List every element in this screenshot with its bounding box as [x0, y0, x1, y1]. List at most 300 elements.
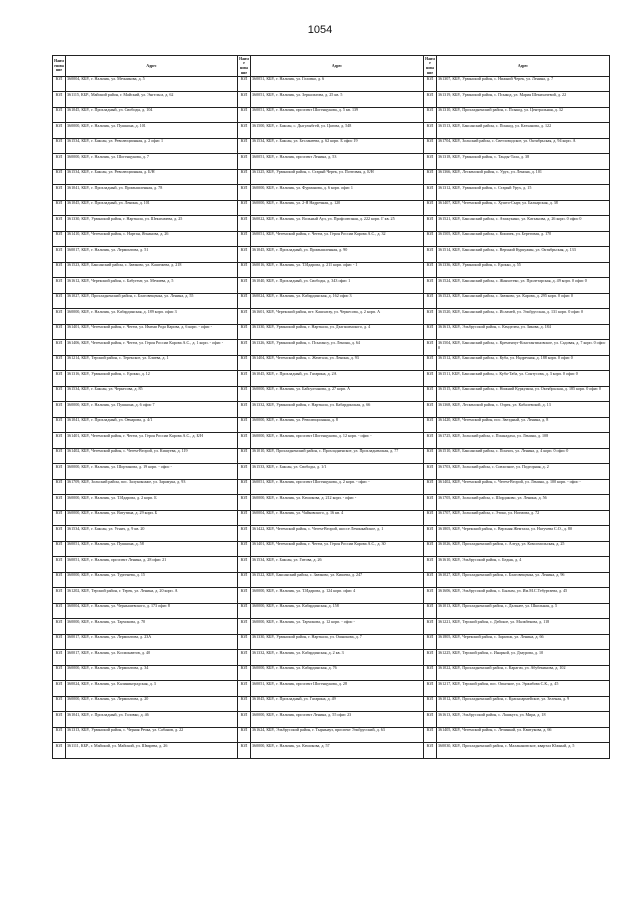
entity-kind-cell: ЮЛ [53, 309, 66, 325]
entity-kind-cell: ЮЛ [53, 681, 66, 697]
table-row [53, 309, 610, 325]
entity-kind-cell: ЮЛ [53, 665, 66, 681]
address-cell: 360000, КБР., г. Нальчик, ул. Лермонтова, д. 34 [66, 665, 238, 681]
entity-kind-cell: ЮЛ [53, 200, 66, 216]
address-cell: 360000, КБР., г. Нальчик, проспект Шогенцукова, д. 12 корп. - офис - [251, 433, 424, 449]
table-row [53, 510, 610, 526]
address-cell: 360000, КБР., г. Нальчик, ул. Тарчокова, д. 70 [66, 619, 238, 635]
entity-kind-cell: ЮЛ [238, 650, 251, 666]
address-cell: 360016, КБР., г. Нальчик, ул. Т.Идарова, д. 211 корп. офис - 1 [251, 262, 424, 278]
table-row [53, 216, 610, 232]
address-cell: 361041, КБР., г. Прохладный, ул. Промышленная, д. 78 [66, 185, 238, 201]
address-cell: 361330, КБР., Урванский район, г. Нарткала, ул. Дзагашенского, д. 4 [251, 324, 424, 340]
table-row [53, 76, 610, 92]
address-cell: 361704, КБР., Зольский район, с. Светловодское, ул. Октябрьская, д. 94 корп. А [437, 138, 610, 154]
address-cell: 361624, КБР., Эльбрусский район, г. Тырныауз, проспект Эльбрусский, д. 63 [251, 727, 424, 743]
address-cell: 360051, КБР., Чегемский район, г. Чегем, ул. Героя России Карова А.С., д. 32 [251, 231, 424, 247]
entity-kind-cell: ЮЛ [424, 278, 437, 294]
table-row [53, 557, 610, 573]
entity-kind-cell: ЮЛ [238, 433, 251, 449]
entity-kind-cell: ЮЛ [238, 541, 251, 557]
table-row [53, 572, 610, 588]
entity-kind-cell: ЮЛ [424, 479, 437, 495]
address-cell: 360017, КБР., г. Нальчик, ул. Космонавтов, д. 40 [66, 650, 238, 666]
entity-kind-cell: ЮЛ [53, 650, 66, 666]
header-kind-3: Наиме нова ние [425, 56, 435, 75]
address-cell: 361310, КБР., Прохладненский район, с. Псыкод, ул. Центральная, д. 32 [437, 107, 610, 123]
address-cell: 361041, КБР., г. Прохладный, ул. Головко, д. 46 [66, 712, 238, 728]
entity-kind-cell: ЮЛ [424, 417, 437, 433]
table-row [53, 433, 610, 449]
entity-kind-cell: ЮЛ [238, 448, 251, 464]
table-row [53, 154, 610, 170]
address-cell: 360000, КБР., г. Нальчик, ул. Революционная, д. 8 [251, 417, 424, 433]
entity-kind-cell: ЮЛ [53, 107, 66, 123]
table-row [53, 634, 610, 650]
address-cell: 361318, КБР., Урванский район, с. Танды-Тала, д. 38 [437, 154, 610, 170]
address-cell: 361041, КБР., г. Прохладный, ул. Овчарова, д. 4/1 [66, 417, 238, 433]
entity-kind-cell: ЮЛ [238, 665, 251, 681]
entity-kind-cell: ЮЛ [424, 572, 437, 588]
address-cell: 361523, КБР., Баксанский район, с. Заюково, ул. Кашежева, д. 218 [66, 262, 238, 278]
entity-kind-cell: ЮЛ [424, 231, 437, 247]
entity-kind-cell: ЮЛ [53, 92, 66, 108]
entity-kind-cell: ЮЛ [238, 355, 251, 371]
address-cell: 361707, КБР., Зольский район, с. Этоко, ул. Ногмова, д. 72 [437, 510, 610, 526]
entity-kind-cell: ЮЛ [53, 557, 66, 573]
address-cell: 361045, КБР., г. Прохладный, ул. Промышленная, д. 90 [251, 247, 424, 263]
entity-kind-cell: ЮЛ [238, 185, 251, 201]
entity-kind-cell: ЮЛ [53, 526, 66, 542]
address-cell: 361520, КБР., Баксанский район, с. Исламей, ул. Эльбрусская, д. 131 корп. 0 офис 0 [437, 309, 610, 325]
address-cell: 361332, КБР., г. Нальчик, ул. Кабардинская, д. 2 кв. 3 [251, 650, 424, 666]
table-row [53, 603, 610, 619]
entity-kind-cell: ЮЛ [53, 216, 66, 232]
address-cell: 361805, КБР., Черекский район, с. Зарагиж, ул. Ленина, д. 66 [437, 634, 610, 650]
entity-kind-cell: ЮЛ [238, 309, 251, 325]
address-cell: 360000, КБР., г. Нальчик, ул. Кабардинская, д. 189 корп. офис 3 [66, 309, 238, 325]
address-cell: 361026, КБР., Прохладненский район, с. Алтуд, ул. Комсомольская, д. 25 [437, 541, 610, 557]
entity-kind-cell: ЮЛ [53, 464, 66, 480]
address-cell: 361012, КБР., Прохладненский район, с. Красноармейское, ул. Зеленая, д. 9 [437, 696, 610, 712]
table-row [53, 495, 610, 511]
table-row [53, 123, 610, 139]
entity-kind-cell: ЮЛ [424, 665, 437, 681]
table-row [53, 92, 610, 108]
address-cell: 361533, КБР., г. Баксан, ул. Свободы, д. 1/1 [251, 464, 424, 480]
table-row [53, 324, 610, 340]
entity-kind-cell: ЮЛ [424, 123, 437, 139]
address-cell: 360017, КБР., г. Нальчик, ул. Лермонтова, д. 23А [66, 634, 238, 650]
address-cell: 361326, КБР., Урванский район, с. Псыгансу, ул. Ленина, д. 64 [251, 340, 424, 356]
table-row [53, 371, 610, 387]
address-cell: 360000, КБР., г. Нальчик, ул. Кабардинская, д. 76 [251, 665, 424, 681]
address-cell: 360051, КБР., г. Нальчик, проспект Ленина, д. 28 офис 21 [66, 557, 238, 573]
address-cell: 361402, КБР., Чегемский район, с. Чегем-Второй, ул. Кишуева, д. 119 [66, 448, 238, 464]
table-row [53, 665, 610, 681]
entity-kind-cell: ЮЛ [53, 76, 66, 92]
address-cell: 360000, КБР., г. Нальчик, ул. Пушкина, д. 101 [66, 123, 238, 139]
address-cell: 361040, КБР., г. Прохладный, ул. Свободы, д. 343 офис 1 [251, 278, 424, 294]
entity-kind-cell: ЮЛ [238, 216, 251, 232]
entity-kind-cell: ЮЛ [424, 541, 437, 557]
page-number: 1054 [307, 24, 333, 36]
entity-kind-cell: ЮЛ [238, 107, 251, 123]
address-cell: 361522, КБР., Баксанский район, с. Заюково, ул. Кишева, д. 247 [251, 572, 424, 588]
address-cell: 361307, КБР., Урванский район, с. Нижний Черек, ул. Ленина, д. 7 [437, 76, 610, 92]
entity-kind-cell: ЮЛ [424, 603, 437, 619]
entity-kind-cell: ЮЛ [238, 681, 251, 697]
address-cell: 361705, КБР., Зольский район, с. Шордаково, ул. Ленина, д. 56 [437, 495, 610, 511]
entity-kind-cell: ЮЛ [424, 107, 437, 123]
table-row [53, 727, 610, 743]
entity-kind-cell: ЮЛ [53, 619, 66, 635]
entity-kind-cell: ЮЛ [424, 510, 437, 526]
table-row [53, 588, 610, 604]
entity-kind-cell: ЮЛ [238, 588, 251, 604]
entity-kind-cell: ЮЛ [238, 526, 251, 542]
entity-kind-cell: ЮЛ [238, 371, 251, 387]
address-cell: 361610, КБР., Эльбрусский район, с. Бедык, д. 4 [437, 557, 610, 573]
entity-kind-cell: ЮЛ [238, 138, 251, 154]
table-row [53, 417, 610, 433]
table-row [53, 712, 610, 728]
table-row [53, 402, 610, 418]
address-cell: 360051, КБР., г. Нальчик, проспект Шогенцукова, д. 28 [251, 681, 424, 697]
entity-kind-cell: ЮЛ [424, 154, 437, 170]
address-cell: 361401, КБР., Чегемский район, г. Чегем, ул. Героя России Карова А.С., д. Б/Н [66, 433, 238, 449]
address-cell: 360017, КБР., г. Нальчик, ул. Лермонтова, д. 51 [66, 247, 238, 263]
table-row [53, 231, 610, 247]
address-cell: 360000, КБР., г. Нальчик, ул. Шогенцукова, д. 7 [66, 154, 238, 170]
table-row [53, 479, 610, 495]
address-cell: 361027, КБР., Прохладненский район, с. Благовещенка, ул. Ленина, д. 96 [437, 572, 610, 588]
address-cell: 361336, КБР., Урванский район, с. Ерокко, д. 55 [437, 262, 610, 278]
entity-kind-cell: ЮЛ [238, 510, 251, 526]
address-cell: 360000, КБР., г. Нальчик, ул. Фурманова, д. 6 корп. офис 1 [251, 185, 424, 201]
address-cell: 360051, КБР., г. Нальчик, проспект Шогенцукова, д. 5 кв. 139 [251, 107, 424, 123]
address-cell: 361214, КБР., Терский район, с. Терекское, ул. Блиева, д. 1 [66, 355, 238, 371]
entity-kind-cell: ЮЛ [53, 495, 66, 511]
entity-kind-cell: ЮЛ [424, 309, 437, 325]
entity-kind-cell: ЮЛ [53, 727, 66, 743]
table-row [53, 293, 610, 309]
address-cell: 361406, КБР., Чегемский район, г. Чегем, ул. Героя России Карова А.С., д. 1 корп. - офис - [66, 340, 238, 356]
address-cell: 361407, КБР., Чегемский район, с. Хушто-Сырт, ул. Балкарская, д. 38 [437, 200, 610, 216]
address-cell: 361512, КБР., Баксанский район, с. Куба, ул. Надречная, д. 188 корп. 0 офис 0 [437, 355, 610, 371]
address-cell: 361505, КБР., Баксанский район, с. Кишпек, ул. Береговая, д. 170 [437, 231, 610, 247]
entity-kind-cell: ЮЛ [424, 712, 437, 728]
address-cell: 361045, КБР., г. Прохладный, ул. Свободы, д. 104 [66, 107, 238, 123]
address-cell: 360004, КБР., г. Нальчик, ул. Мечникова, д. 5 [66, 76, 238, 92]
entity-kind-cell: ЮЛ [238, 247, 251, 263]
address-cell: 361504, КБР., Баксанский район, с. Кременчуг-Константиновское, ул. Садовая, д. 7 корп. 0 офис 0 [437, 340, 610, 356]
entity-kind-cell: ЮЛ [238, 619, 251, 635]
address-cell: 360000, КБР., г. Нальчик, ул. Лермонтова, д. 20 [66, 696, 238, 712]
header-kind-1: Наим енова ние [53, 56, 66, 77]
address-cell: 361513, КБР., Баксанский район, с. Псыкод, ул. Катханова, д. 122 [437, 123, 610, 139]
entity-kind-cell: ЮЛ [53, 541, 66, 557]
entity-kind-cell: ЮЛ [238, 154, 251, 170]
entity-kind-cell: ЮЛ [424, 588, 437, 604]
table-row [53, 200, 610, 216]
address-cell: 360000, КБР., г. Нальчик, ул. Шортанова, д. 19 корп. - офис - [66, 464, 238, 480]
table-row [53, 526, 610, 542]
entity-kind-cell: ЮЛ [238, 557, 251, 573]
entity-kind-cell: ЮЛ [424, 324, 437, 340]
address-cell: 360000, КБР., г. Нальчик, ул. Байсултанова, д. 27 корп. А [251, 386, 424, 402]
address-cell: 361316, КБР., Урванский район, с. Ерокко, д. 12 [66, 371, 238, 387]
address-cell: 361366, КБР., Лескенский район, с. Урух, ул. Ленина, д. 101 [437, 169, 610, 185]
address-cell: 361725, КБР., Зольский район, с. Псынадаха, ул. Ленина, д. 108 [437, 433, 610, 449]
entity-kind-cell: ЮЛ [424, 371, 437, 387]
entity-kind-cell: ЮЛ [238, 479, 251, 495]
address-cell: 361225, КБР., Терский район, с. Инаркой, ул. Дзаурова, д. 10 [437, 650, 610, 666]
address-cell: 361601, КБР., Черекский район, пгт. Кашхатау, ул. Черкесова, д. 2 корп. А [251, 309, 424, 325]
address-cell: 360000, КБР., г. Нальчик, ул. 2-Я Надречная, д. 120 [251, 200, 424, 216]
entity-kind-cell: ЮЛ [424, 433, 437, 449]
entity-kind-cell: ЮЛ [238, 324, 251, 340]
table-row [53, 619, 610, 635]
entity-kind-cell: ЮЛ [238, 200, 251, 216]
entity-kind-cell: ЮЛ [238, 696, 251, 712]
address-cell: 361368, КБР., Лескенский район, с. Озрек, ул. Кабалевской, д. 13 [437, 402, 610, 418]
entity-kind-cell: ЮЛ [424, 200, 437, 216]
table-row [53, 355, 610, 371]
entity-kind-cell: ЮЛ [424, 386, 437, 402]
entity-kind-cell: ЮЛ [424, 169, 437, 185]
entity-kind-cell: ЮЛ [238, 603, 251, 619]
address-cell: 361330, КБР., Урванский район, г. Нарткала, ул. Шекихачева, д. 25 [66, 216, 238, 232]
entity-kind-cell: ЮЛ [238, 92, 251, 108]
entity-kind-cell: ЮЛ [238, 386, 251, 402]
table-row [53, 107, 610, 123]
address-cell: 361511, КБР., Баксанский район, с. Куба-Таба, ул. Сонтусова, д. 3 корп. 0 офис 0 [437, 371, 610, 387]
entity-kind-cell: ЮЛ [424, 402, 437, 418]
address-cell: 360051, КБР., г. Нальчик, проспект Шогенцукова, д. 2 корп. - офис - [251, 479, 424, 495]
table-row [53, 681, 610, 697]
header-kind-2: Наиме нова ние [239, 56, 249, 75]
entity-kind-cell: ЮЛ [424, 138, 437, 154]
address-cell: 360000, КБР., г. Нальчик, ул. Ватутина, д. 29 корп. Б [66, 510, 238, 526]
entity-kind-cell: ЮЛ [424, 634, 437, 650]
entity-kind-cell: ЮЛ [53, 154, 66, 170]
address-cell: 360051, КБР., г. Нальчик, ул. Головко, д. 6 [251, 76, 424, 92]
address-cell: 361410, КБР., Чегемский район, с. Нартан, Ягнанова, д. 26 [66, 231, 238, 247]
header-address-3: Адрес [437, 56, 610, 77]
header-address-1: Адрес [66, 56, 238, 77]
address-cell: 361613, КБР., Эльбрусский район, с. Кенделен, ул. Зикова, д. 184 [437, 324, 610, 340]
address-cell: 361111, КБР., г. Майский, ул. Майский, ул. Шварева, д. 26 [66, 743, 238, 759]
address-cell: 361404, КБР., Чегемский район, с. Жемтала, ул. Ленина, д. 93 [251, 355, 424, 371]
entity-kind-cell: ЮЛ [53, 169, 66, 185]
address-cell: 361045, КБР., г. Прохладный, ул. Ленина, д. 101 [66, 200, 238, 216]
entity-kind-cell: ЮЛ [238, 495, 251, 511]
address-cell: 360051, КБР., г. Нальчик, ул. Пушкина, д. 58 [66, 541, 238, 557]
entity-kind-cell: ЮЛ [53, 510, 66, 526]
entity-kind-cell: ЮЛ [238, 743, 251, 759]
entity-kind-cell: ЮЛ [424, 293, 437, 309]
entity-kind-cell: ЮЛ [53, 572, 66, 588]
table-row [53, 743, 610, 759]
address-cell: 361332, КБР., Урванский район, г. Нарткала, ул. Кабардинская, д. 66 [251, 402, 424, 418]
address-cell: 361534, КБР., г. Баксан, ул. Бесланеева, д. 62 корп. Б офис 19 [251, 138, 424, 154]
address-cell: 361534, КБР., г. Баксан, ул. Черкесова, д. 85 [66, 386, 238, 402]
address-cell: 361312, КБР., Урванский район, с. Старый Урух, д. 15 [437, 185, 610, 201]
table-row [53, 185, 610, 201]
address-cell: 361534, КБР., г. Баксан, ул. Революционная, д. Б/Н [66, 169, 238, 185]
entity-kind-cell: ЮЛ [53, 231, 66, 247]
address-cell: 360000, КБР., г. Нальчик, ул. Тарчокова, д. 12 корп. - офис - [251, 619, 424, 635]
table-row [53, 650, 610, 666]
address-cell: 361027, КБР., Прохладненский район, с. Благовещенка, ул. Ленина, д. 55 [66, 293, 238, 309]
address-cell: 361703, КБР., Зольский район, с. Совхозное, ул. Подгорная, д. 2 [437, 464, 610, 480]
table-row [53, 386, 610, 402]
entity-kind-cell: ЮЛ [53, 293, 66, 309]
address-table [52, 55, 610, 759]
entity-kind-cell: ЮЛ [424, 247, 437, 263]
address-cell: 361523, КБР., Баксанский район, с. Заюково, ул. Карова, д. 295 корп. 0 офис 0 [437, 293, 610, 309]
entity-kind-cell: ЮЛ [424, 185, 437, 201]
address-cell: 360030, КБР., Прохладненский район, с. Малакановское, квартал Южный, д. 5 [437, 743, 610, 759]
entity-kind-cell: ЮЛ [53, 262, 66, 278]
entity-kind-cell: ЮЛ [424, 464, 437, 480]
entity-kind-cell: ЮЛ [424, 696, 437, 712]
address-cell: 361022, КБР., Прохладненский район, с. Карагач, ул. Абубекинова, д. 102 [437, 665, 610, 681]
address-cell: 361534, КБР., г. Баксан, ул. Угнич, д. 9 кв. 20 [66, 526, 238, 542]
entity-kind-cell: ЮЛ [53, 479, 66, 495]
table-row [53, 340, 610, 356]
address-cell: 360000, КБР., г. Нальчик, ул. Т.Идарова, д. 2 корп. Б [66, 495, 238, 511]
address-cell: 361045, КБР., г. Прохладный, ул. Гагарина, д. 2А [251, 371, 424, 387]
entity-kind-cell: ЮЛ [424, 681, 437, 697]
address-cell: 360000, КБР., г. Нальчик, ул. Кабардинская, д. 158 [251, 603, 424, 619]
address-cell: 361313, КБР., Урванский район, с. Черная Речка, ул. Сабанов, д. 22 [66, 727, 238, 743]
address-cell: 360024, КБР., г. Нальчик, ул. Кабардинская, д. 162 офис 3 [251, 293, 424, 309]
entity-kind-cell: ЮЛ [424, 340, 437, 356]
address-cell: 361612, КБР., Черекский район, с. Бабугент, ул. Мечиева, д. 5 [66, 278, 238, 294]
entity-kind-cell: ЮЛ [238, 727, 251, 743]
entity-kind-cell: ЮЛ [53, 417, 66, 433]
address-cell: 361521, КБР., Баксанский район, с. Атажукино, ул. Катханова, д. 26 корп. 0 офис 0 [437, 216, 610, 232]
address-cell: 361217, КБР., Терский район, пос. Опытное, ул. Эржибова С.К., д. 45 [437, 681, 610, 697]
table-header-row [53, 56, 610, 77]
entity-kind-cell: ЮЛ [53, 324, 66, 340]
entity-kind-cell: ЮЛ [238, 340, 251, 356]
address-cell: 361534, КБР., г. Баксан, ул. Гитова, д. 26 [251, 557, 424, 573]
entity-kind-cell: ЮЛ [53, 433, 66, 449]
table-row [53, 696, 610, 712]
entity-kind-cell: ЮЛ [53, 386, 66, 402]
entity-kind-cell: ЮЛ [53, 603, 66, 619]
entity-kind-cell: ЮЛ [53, 247, 66, 263]
table-row [53, 278, 610, 294]
address-cell: 361405, КБР., Чегемский район, с. Лечинкай, ул. Квитукова, д. 66 [437, 727, 610, 743]
entity-kind-cell: ЮЛ [53, 634, 66, 650]
entity-kind-cell: ЮЛ [238, 278, 251, 294]
entity-kind-cell: ЮЛ [424, 92, 437, 108]
entity-kind-cell: ЮЛ [424, 743, 437, 759]
address-cell: 361401, КБР., Чегемский район, г. Чегем, ул. Имени Рода Карова, д. 6 корп. - офис - [66, 324, 238, 340]
address-cell: 360000, КБР., г. Нальчик, проспект Ленина, д. 55 офис 23 [251, 712, 424, 728]
address-cell: 361202, КБР., Терский район, г. Терек, ул. Ленина, д. 20 корп. А [66, 588, 238, 604]
address-cell: 361013, КБР., Прохладненский район, с. Дальнее, ул. Школьная, д. 5 [437, 603, 610, 619]
entity-kind-cell: ЮЛ [424, 619, 437, 635]
address-cell: 361045, КБР., г. Прохладный, ул. Гагарина, д. 49 [251, 696, 424, 712]
entity-kind-cell: ЮЛ [424, 526, 437, 542]
address-cell: 361010, КБР., Прохладненский район, с. Прохладненское, ул. Прохладненская, д. 77 [251, 448, 424, 464]
address-cell: 361500, КБР., г. Баксан, с. Дыгулыбгей, ул. Цагова, д. 548 [251, 123, 424, 139]
table-row [53, 169, 610, 185]
entity-kind-cell: ЮЛ [53, 448, 66, 464]
entity-kind-cell: ЮЛ [424, 216, 437, 232]
address-cell: 361402, КБР., Чегемский район, с. Чегем-Второй, ул. Ленина, д. 100 корп. - офис - [437, 479, 610, 495]
entity-kind-cell: ЮЛ [424, 262, 437, 278]
header-address-2: Адрес [251, 56, 424, 77]
address-cell: 361709, КБР., Зольский район, пос. Залукокоаже, ул. Зарамука, д. 93 [66, 479, 238, 495]
entity-kind-cell: ЮЛ [238, 169, 251, 185]
table-row [53, 448, 610, 464]
table-row [53, 247, 610, 263]
entity-kind-cell: ЮЛ [424, 448, 437, 464]
entity-kind-cell: ЮЛ [53, 355, 66, 371]
entity-kind-cell: ЮЛ [238, 123, 251, 139]
entity-kind-cell: ЮЛ [238, 712, 251, 728]
address-cell: 360051, КБР., г. Нальчик, проспект Ленина, д. 53 [251, 154, 424, 170]
address-cell: 360004, КБР., г. Нальчик, ул. Чайковского, д. 16 кв. 4 [251, 510, 424, 526]
entity-kind-cell: ЮЛ [238, 572, 251, 588]
address-cell: 360000, КБР., г. Нальчик, ул. Пушкина, д. 6 офис 7 [66, 402, 238, 418]
entity-kind-cell: ЮЛ [238, 417, 251, 433]
address-cell: 361221, КБР., Терский район, с. Дейское, ул. Малкбекова, д. 118 [437, 619, 610, 635]
entity-kind-cell: ЮЛ [238, 464, 251, 480]
address-cell: 360004, КБР., г. Нальчик, ул. Чернышевского, д. 173 офис 8 [66, 603, 238, 619]
address-cell: 361510, КБР., Баксанский район, с. Псычох, ул. Ленина, д. 4 корп. 0 офис 0 [437, 448, 610, 464]
entity-kind-cell: ЮЛ [424, 495, 437, 511]
address-cell: 360022, КБР., г. Нальчик, ул. Вольный Аул, ул. Профсоюзная, д. 222 корп. Г кв. 25 [251, 216, 424, 232]
entity-kind-cell: ЮЛ [238, 231, 251, 247]
address-cell: 361330, КБР., Урванский район, г. Нарткала, ул. Ошнокова, д. 7 [251, 634, 424, 650]
address-cell: 360000, КБР., г. Нальчик, ул. Тургенева, д. 15 [66, 572, 238, 588]
entity-kind-cell: ЮЛ [424, 355, 437, 371]
address-cell: 361534, КБР., г. Баксан, ул. Революционная, д. 2 офис 1 [66, 138, 238, 154]
entity-kind-cell: ЮЛ [53, 712, 66, 728]
entity-kind-cell: ЮЛ [424, 650, 437, 666]
entity-kind-cell: ЮЛ [53, 138, 66, 154]
address-cell: 361524, КБР., Баксанский район, с. Жанхотеко, ул. Пролетарская, д. 49 корп. 0 офис 0 [437, 278, 610, 294]
entity-kind-cell: ЮЛ [53, 185, 66, 201]
address-cell: 361422, КБР., Чегемский район, с. Чегем-Второй, шоссе Лечинкайское, д. 1 [251, 526, 424, 542]
entity-kind-cell: ЮЛ [53, 402, 66, 418]
entity-kind-cell: ЮЛ [53, 588, 66, 604]
table-row [53, 138, 610, 154]
address-cell: 361606, КБР., Эльбрусский район, с. Былым, ул. Им.М.С.Тебуртаева, д. 45 [437, 588, 610, 604]
entity-kind-cell: ЮЛ [238, 402, 251, 418]
address-cell: 360024, КБР., г. Нальчик, ул. Калининградская, д. 3 [66, 681, 238, 697]
entity-kind-cell: ЮЛ [238, 262, 251, 278]
address-cell: 361325, КБР., Урванский район, с. Старый Черек, ул. Почтовая, д. Б/Н [251, 169, 424, 185]
table-row [53, 262, 610, 278]
entity-kind-cell: ЮЛ [53, 743, 66, 759]
address-cell: 361613, КБР., Эльбрусский район, с. Лашкута, ул. Мира, д. 18 [437, 712, 610, 728]
table-row [53, 464, 610, 480]
entity-kind-cell: ЮЛ [424, 76, 437, 92]
address-cell: 361401, КБР., Чегемский район, г. Чегем, ул. Героя России Карова А.С., д. 30 [251, 541, 424, 557]
table-row [53, 541, 610, 557]
address-cell: 361515, КБР., Баксанский район, с. Нижний Куркужин, ул. Октябрьская, д. 185 корп. 0 офис 0 [437, 386, 610, 402]
address-cell: 360000, КБР., г. Нальчик, ул. Т.Идарова, д. 124 корп. офис 4 [251, 588, 424, 604]
entity-kind-cell: ЮЛ [238, 76, 251, 92]
